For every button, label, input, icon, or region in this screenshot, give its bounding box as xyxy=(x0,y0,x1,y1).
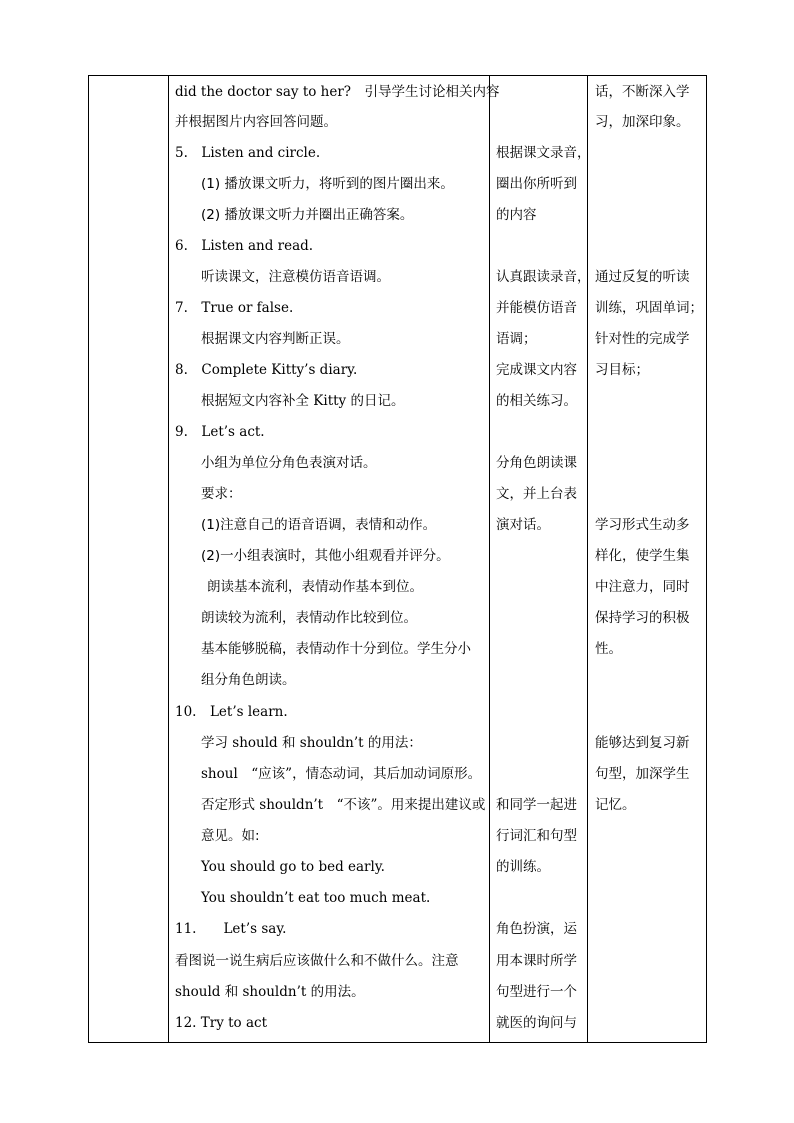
design-purpose-line: 习，加深印象。 xyxy=(595,114,690,130)
teaching-step-line: 小组为单位分角色表演对话。 xyxy=(201,455,377,471)
teaching-step-line: 5. Listen and circle. xyxy=(175,145,321,161)
lesson-plan-table xyxy=(88,75,707,1043)
design-purpose-line: 记忆。 xyxy=(595,797,636,813)
student-activity-line: 用本课时所学 xyxy=(496,953,577,969)
teaching-step-line: 并根据图片内容回答问题。 xyxy=(175,114,337,130)
design-purpose-line: 针对性的完成学 xyxy=(595,331,690,347)
design-purpose-line: 中注意力，同时 xyxy=(595,579,690,595)
teaching-step-line: (2)一小组表演时，其他小组观看并评分。 xyxy=(201,548,450,564)
teaching-step-line: 基本能够脱稿，表情动作十分到位。学生分小 xyxy=(201,641,471,657)
teaching-step-line: 朗读基本流利，表情动作基本到位。 xyxy=(207,579,423,595)
teaching-step-line: (1)注意自己的语音语调，表情和动作。 xyxy=(201,517,437,533)
student-activity-line: 完成课文内容 xyxy=(496,362,577,378)
design-purpose-line: 性。 xyxy=(595,641,622,657)
student-activity-line: 句型进行一个 xyxy=(496,984,577,1000)
student-activity-line: 语调； xyxy=(496,331,537,347)
student-activity-line: 和同学一起进 xyxy=(496,797,577,813)
teaching-step-line: 朗读较为流利，表情动作比较到位。 xyxy=(201,610,417,626)
column-divider-1 xyxy=(168,76,169,1042)
teaching-step-line: 11. Let’s say. xyxy=(175,921,287,937)
teaching-step-line: 要求： xyxy=(201,486,242,502)
design-purpose-line: 训练，巩固单词； xyxy=(595,300,703,316)
teaching-step-line: 组分角色朗读。 xyxy=(201,672,296,688)
design-purpose-line: 样化，使学生集 xyxy=(595,548,690,564)
column-divider-3 xyxy=(587,76,588,1042)
teaching-step-line: 根据课文内容判断正误。 xyxy=(201,331,350,347)
teaching-step-line: 12. Try to act xyxy=(175,1015,268,1031)
student-activity-line: 根据课文录音， xyxy=(496,145,591,161)
teaching-step-line: shoul “应该”，情态动词，其后加动词原形。 xyxy=(201,766,482,782)
student-activity-line: 分角色朗读课 xyxy=(496,455,577,471)
design-purpose-line: 保持学习的积极 xyxy=(595,610,690,626)
teaching-step-line: You shouldn’t eat too much meat. xyxy=(201,890,431,906)
student-activity-line: 就医的询问与 xyxy=(496,1015,577,1031)
design-purpose-line: 通过反复的听读 xyxy=(595,269,690,285)
student-activity-line: 的训练。 xyxy=(496,859,550,875)
teaching-step-line: 9. Let’s act. xyxy=(175,424,265,440)
teaching-step-line: 6. Listen and read. xyxy=(175,238,314,254)
student-activity-line: 行词汇和句型 xyxy=(496,828,577,844)
student-activity-line: 角色扮演，运 xyxy=(496,921,577,937)
teaching-step-line: 学习 should 和 shouldn’t 的用法： xyxy=(201,735,422,751)
teaching-step-line: (1) 播放课文听力，将听到的图片圈出来。 xyxy=(201,176,454,192)
teaching-step-line: should 和 shouldn’t 的用法。 xyxy=(175,984,365,1000)
student-activity-line: 并能模仿语音 xyxy=(496,300,577,316)
teaching-step-line: did the doctor say to her? 引导学生讨论相关内容 xyxy=(175,84,500,100)
teaching-step-line: 意见。如: xyxy=(201,828,260,844)
design-purpose-line: 学习形式生动多 xyxy=(595,517,690,533)
student-activity-line: 文，并上台表 xyxy=(496,486,577,502)
teaching-step-line: You should go to bed early. xyxy=(201,859,385,875)
student-activity-line: 认真跟读录音， xyxy=(496,269,591,285)
design-purpose-line: 话，不断深入学 xyxy=(595,84,690,100)
teaching-step-line: 根据短文内容补全 Kitty 的日记。 xyxy=(201,393,405,409)
teaching-step-line: 7. True or false. xyxy=(175,300,294,316)
student-activity-line: 圈出你所听到 xyxy=(496,176,577,192)
teaching-step-line: 听读课文，注意模仿语音语调。 xyxy=(201,269,390,285)
design-purpose-line: 习目标； xyxy=(595,362,649,378)
teaching-step-line: 10. Let’s learn. xyxy=(175,704,288,720)
teaching-step-line: 8. Complete Kitty’s diary. xyxy=(175,362,358,378)
design-purpose-line: 句型，加深学生 xyxy=(595,766,690,782)
teaching-step-line: (2) 播放课文听力并圈出正确答案。 xyxy=(201,207,414,223)
student-activity-line: 的相关练习。 xyxy=(496,393,577,409)
teaching-step-line: 否定形式 shouldn’t “不该”。用来提出建议或 xyxy=(201,797,486,813)
teaching-step-line: 看图说一说生病后应该做什么和不做什么。注意 xyxy=(175,953,459,969)
column-divider-2 xyxy=(489,76,490,1042)
student-activity-line: 演对话。 xyxy=(496,517,550,533)
student-activity-line: 的内容 xyxy=(496,207,537,223)
design-purpose-line: 能够达到复习新 xyxy=(595,735,690,751)
